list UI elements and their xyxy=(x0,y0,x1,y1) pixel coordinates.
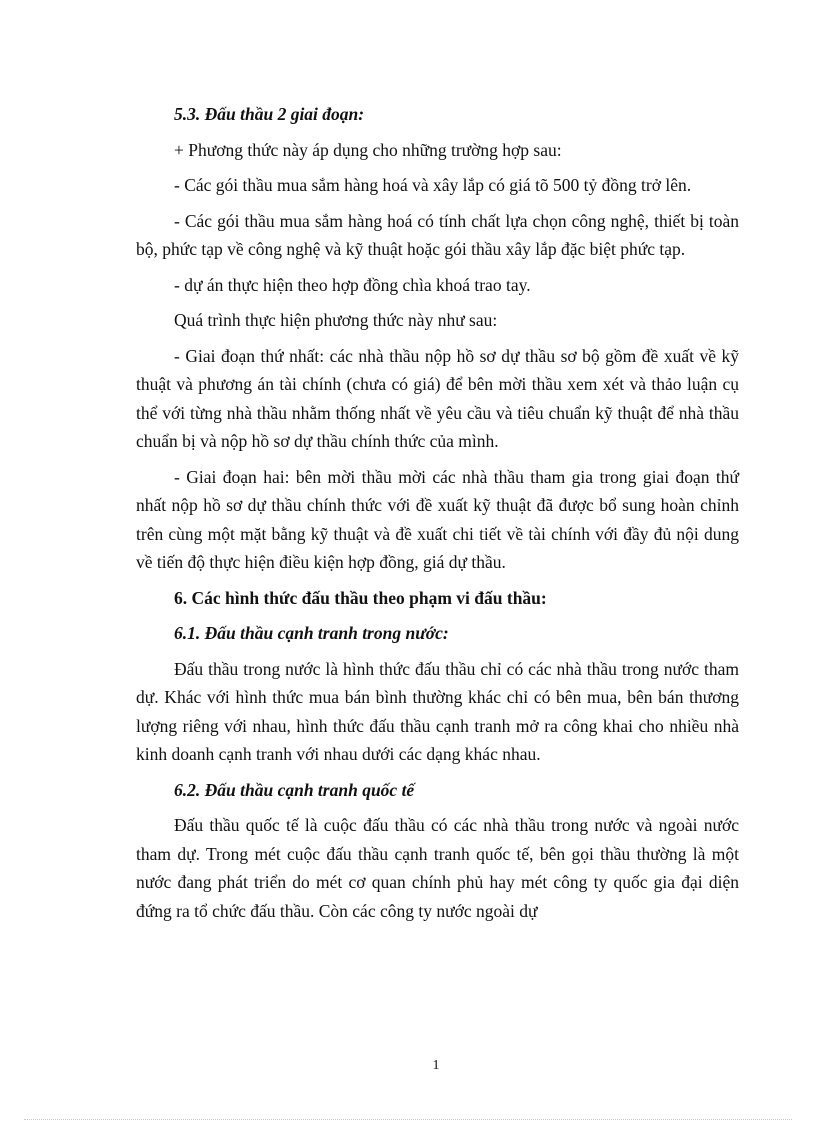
page-number: 1 xyxy=(432,1058,440,1073)
paragraph: + Phương thức này áp dụng cho những trường hợp sau: xyxy=(174,139,562,160)
paragraph: - dự án thực hiện theo hợp đồng chìa khoá trao tay. xyxy=(174,274,531,295)
heading-5-3: 5.3. Đấu thầu 2 giai đoạn: xyxy=(174,104,365,124)
paragraph: - Các gói thầu mua sắm hàng hoá và xây lắp có giá tõ 500 tỷ đồng trở lên. xyxy=(174,175,692,195)
paragraph: Đấu thầu quốc tế là cuộc đấu thầu có các nhà thầu trong nước và ngoài nước tham dự. Trong mét cuộc đấu thầu cạnh tranh quốc tế, bên gọi thầu thường là một nước đang phát triển do mét cơ quan chính phủ hay mét công ty quốc gia đại diện đứng ra tổ chức đấu thầu. Còn các công ty nước ngoài dự xyxy=(136,815,739,921)
heading-6: 6. Các hình thức đấu thầu theo phạm vi đấu thầu: xyxy=(174,587,547,608)
paragraph: - Giai đoạn thứ nhất: các nhà thầu nộp hồ sơ dự thầu sơ bộ gồm đề xuất về kỹ thuật và phương án tài chính (chưa có giá) để bên mời thầu xem xét và thảo luận cụ thể với từng nhà thầu nhằm thống nhất về yêu cầu và tiêu chuẩn kỹ thuật để nhà thầu chuẩn bị và nộp hồ sơ dự thầu chính thức của mình. xyxy=(136,345,739,451)
heading-6-2: 6.2. Đấu thầu cạnh tranh quốc tế xyxy=(174,779,415,800)
paragraph: - Các gói thầu mua sắm hàng hoá có tính chất lựa chọn công nghệ, thiết bị toàn bộ, phức tạp về công nghệ và kỹ thuật hoặc gói thầu xây lắp đặc biệt phức tạp. xyxy=(136,210,739,259)
paragraph: Đấu thầu trong nước là hình thức đấu thầu chỉ có các nhà thầu trong nước tham dự. Khác với hình thức mua bán bình thường khác chỉ có bên mua, bên bán thương lượng riêng với nhau, hình thức đấu thầu cạnh tranh mở ra công khai cho nhiều nhà kinh doanh cạnh tranh với nhau dưới các dạng khác nhau. xyxy=(136,658,739,764)
page-divider xyxy=(24,1119,792,1120)
paragraph: - Giai đoạn hai: bên mời thầu mời các nhà thầu tham gia trong giai đoạn thứ nhất nộp hồ sơ dự thầu chính thức với đề xuất kỹ thuật đã được bổ sung hoàn chỉnh trên cùng một mặt bằng kỹ thuật và đề xuất chi tiết về tài chính với đầy đủ nội dung về tiến độ thực hiện điều kiện hợp đồng, giá dự thầu. xyxy=(136,466,739,572)
paragraph: Quá trình thực hiện phương thức này như sau: xyxy=(174,310,498,330)
document-body xyxy=(136,100,739,925)
heading-6-1: 6.1. Đấu thầu cạnh tranh trong nước: xyxy=(174,623,449,643)
